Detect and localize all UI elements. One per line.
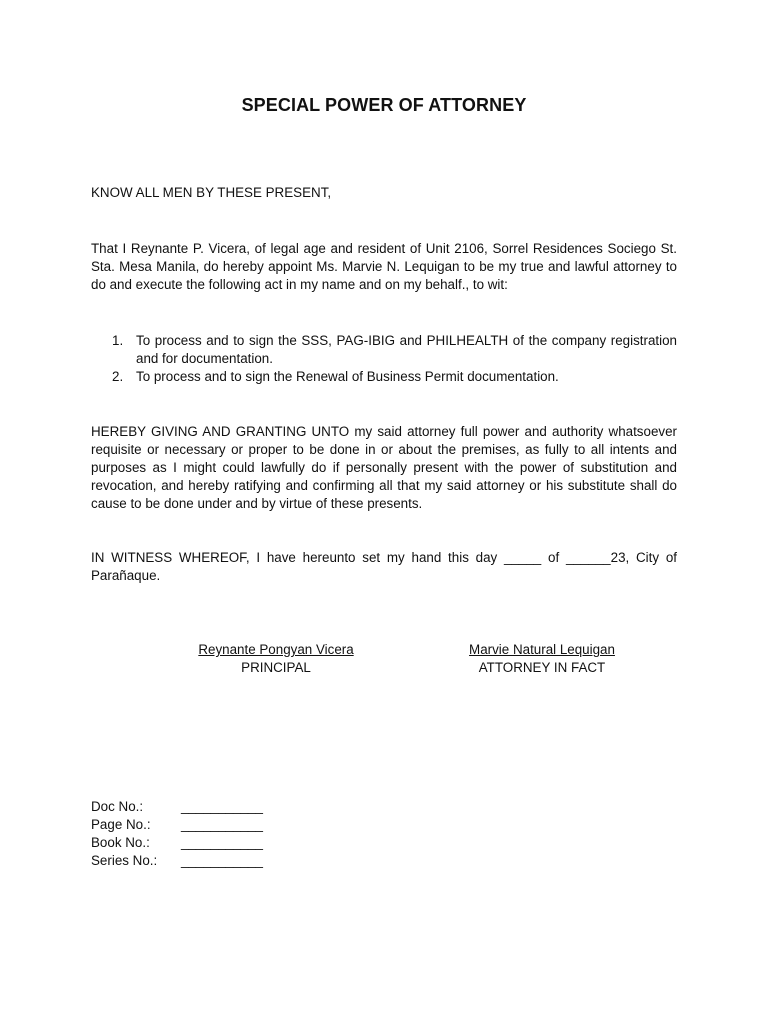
witness-paragraph: IN WITNESS WHEREOF, I have hereunto set my hand this day _____ of ______23, City of Parañaque. [91, 550, 677, 583]
registry-label: Page No.: [91, 817, 151, 832]
document-title: SPECIAL POWER OF ATTORNEY [241, 95, 527, 115]
attorney-signature-block [442, 641, 642, 677]
list-item-text: To process and to sign the Renewal of Business Permit documentation. [136, 369, 559, 384]
registry-blank: ___________ [181, 835, 263, 850]
registry-row-book [91, 834, 291, 852]
list-item [91, 332, 677, 368]
registry-label: Series No.: [91, 853, 158, 868]
notary-registry [91, 798, 291, 870]
salutation: KNOW ALL MEN BY THESE PRESENT, [91, 185, 332, 200]
attorney-name: Marvie Natural Lequigan [469, 642, 615, 657]
list-item-text: To process and to sign the SSS, PAG-IBIG and PHILHEALTH of the company registration and for documentation. [136, 333, 677, 366]
attorney-role: ATTORNEY IN FACT [478, 660, 606, 675]
registry-label: Book No.: [91, 835, 150, 850]
registry-blank: ___________ [181, 799, 263, 814]
list-item [91, 368, 677, 386]
registry-row-page [91, 816, 291, 834]
list-item-number: 1. [112, 333, 124, 348]
powers-list [91, 332, 677, 386]
granting-paragraph: HEREBY GIVING AND GRANTING UNTO my said attorney full power and authority whatsoever requisite or necessary or proper to be done in or about the premises, as fully to all intents and purposes as I might could lawfully do if personally present with the power of substitution and revocation, and hereby ratifying and confirming all that my said attorney or his substitute shall do cause to be done under and by virtue of these presents. [91, 424, 677, 511]
principal-name: Reynante Pongyan Vicera [198, 642, 354, 657]
principal-signature-block [176, 641, 376, 677]
registry-blank: ___________ [181, 817, 263, 832]
registry-blank: ___________ [181, 853, 263, 868]
list-item-number: 2. [112, 369, 124, 384]
registry-row-series [91, 852, 291, 870]
registry-row-doc [91, 798, 291, 816]
intro-paragraph: That I Reynante P. Vicera, of legal age and resident of Unit 2106, Sorrel Residences Sociego St. Sta. Mesa Manila, do hereby appoint Ms. Marvie N. Lequigan to be my true and lawful attorney to do and execute the following act in my name and on my behalf., to wit: [91, 241, 677, 292]
principal-role: PRINCIPAL [241, 660, 311, 675]
registry-label: Doc No.: [91, 799, 144, 814]
